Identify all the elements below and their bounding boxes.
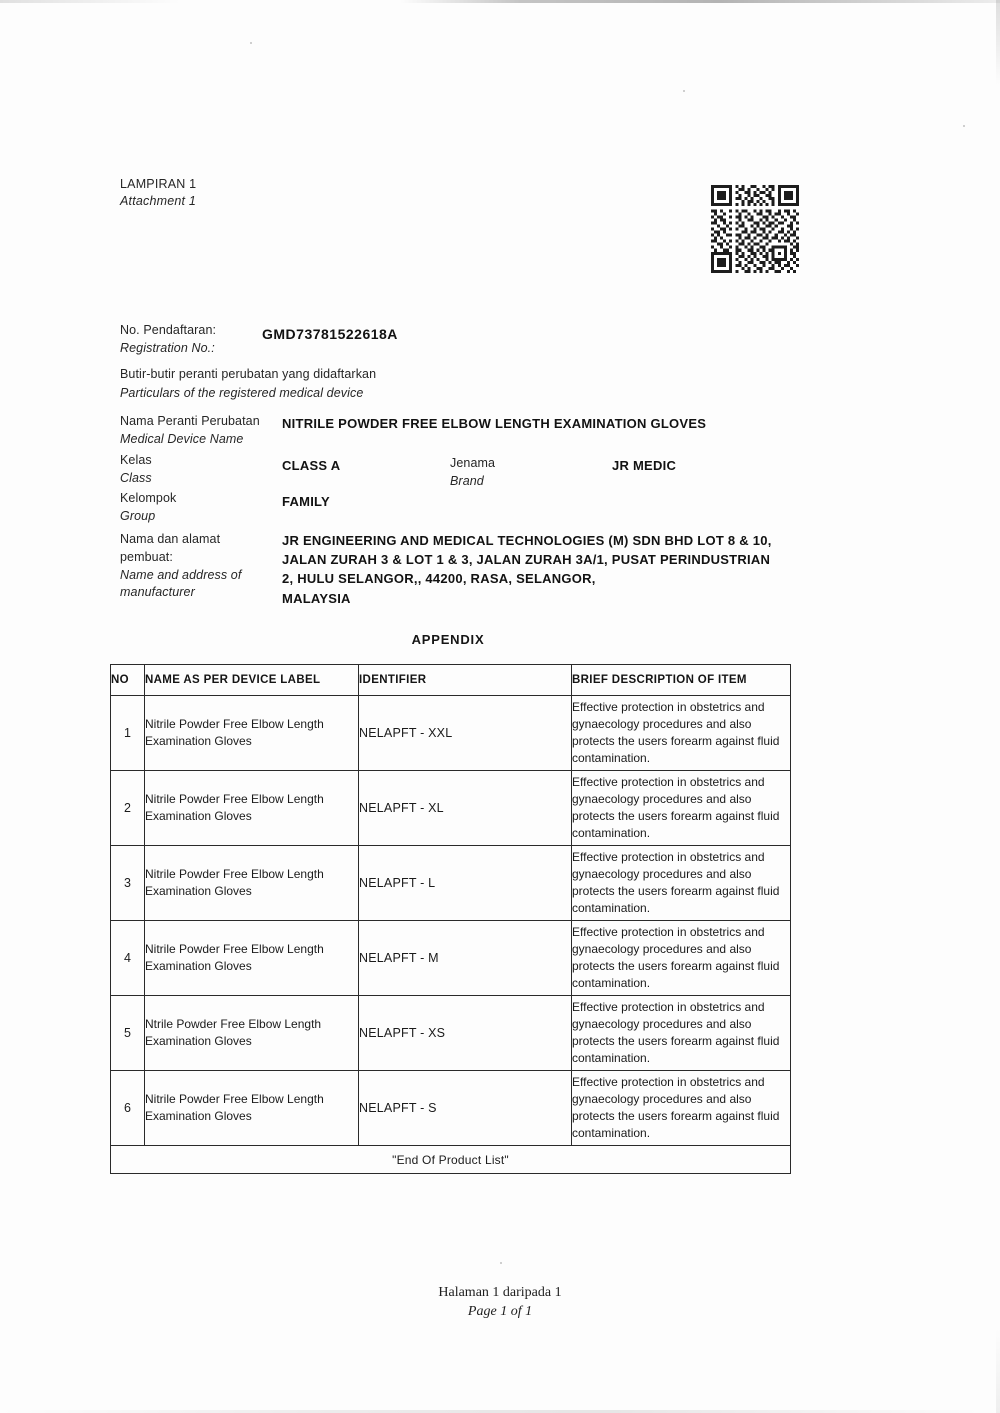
class-brand-row — [120, 452, 880, 490]
class-label — [120, 452, 152, 488]
cell-identifier: NELAPFT - M — [359, 921, 572, 996]
page-footer-en: Page 1 of 1 — [467, 1303, 533, 1319]
registration-number-row — [120, 322, 880, 362]
appendix-title — [0, 632, 1000, 647]
appendix-table-body — [111, 696, 791, 1174]
end-of-list-row — [111, 1146, 791, 1174]
attachment-label-ms: LAMPIRAN 1 — [120, 177, 197, 191]
cell-name: Nitrile Powder Free Elbow Length Examination Gloves — [145, 771, 359, 846]
cell-name: Ntrile Powder Free Elbow Length Examination Gloves — [145, 996, 359, 1071]
device-name-label — [120, 413, 260, 449]
registration-number-value: GMD73781522618A — [262, 326, 398, 342]
cell-identifier: NELAPFT - XL — [359, 771, 572, 846]
cell-description: Effective protection in obstetrics and gynaecology procedures and also protects the users forearm against fluid contamination. — [572, 846, 791, 921]
cell-no: 5 — [111, 996, 145, 1071]
appendix-title-text: APPENDIX — [411, 632, 485, 647]
cell-no: 2 — [111, 771, 145, 846]
manufacturer-label-ms-line2: pembuat: — [120, 549, 173, 564]
cell-no: 3 — [111, 846, 145, 921]
cell-no: 4 — [111, 921, 145, 996]
cell-name: Nitrile Powder Free Elbow Length Examination Gloves — [145, 1071, 359, 1146]
class-label-en: Class — [120, 470, 152, 485]
attachment-header — [120, 176, 196, 211]
cell-name: Nitrile Powder Free Elbow Length Examination Gloves — [145, 846, 359, 921]
manufacturer-value-line3: 2, HULU SELANGOR,, 44200, RASA, SELANGOR, — [282, 571, 596, 587]
table-row — [111, 996, 791, 1071]
cell-description: Effective protection in obstetrics and gynaecology procedures and also protects the users forearm against fluid contamination. — [572, 1071, 791, 1146]
appendix-table — [110, 664, 791, 1174]
manufacturer-value — [282, 531, 822, 608]
cell-identifier: NELAPFT - L — [359, 846, 572, 921]
column-header-identifier: IDENTIFIER — [359, 665, 572, 696]
end-of-list-text: "End Of Product List" — [111, 1146, 791, 1174]
manufacturer-value-line1: JR ENGINEERING AND MEDICAL TECHNOLOGIES (M) SDN BHD LOT 8 & 10, — [282, 533, 772, 548]
brand-label-en: Brand — [450, 473, 484, 488]
manufacturer-label-en-line2: manufacturer — [120, 585, 195, 600]
manufacturer-row — [120, 531, 880, 611]
scan-speck — [683, 90, 685, 92]
group-label — [120, 490, 176, 526]
table-row — [111, 921, 791, 996]
registration-number-label — [120, 322, 216, 358]
appendix-header-row — [111, 665, 791, 696]
cell-name: Nitrile Powder Free Elbow Length Examination Gloves — [145, 696, 359, 771]
page-footer — [0, 1284, 1000, 1322]
registration-number-label-ms: No. Pendaftaran: — [120, 323, 217, 337]
group-value: FAMILY — [282, 494, 330, 509]
cell-description: Effective protection in obstetrics and gynaecology procedures and also protects the users forearm against fluid contamination. — [572, 996, 791, 1071]
brand-label — [450, 455, 495, 491]
cell-description: Effective protection in obstetrics and gynaecology procedures and also protects the users forearm against fluid contamination. — [572, 696, 791, 771]
cell-description: Effective protection in obstetrics and gynaecology procedures and also protects the users forearm against fluid contamination. — [572, 921, 791, 996]
scan-speck — [963, 125, 965, 127]
brand-label-ms: Jenama — [450, 456, 496, 470]
particulars-intro-ms: Butir-butir peranti perubatan yang didaftarkan — [120, 367, 377, 381]
appendix-table-head — [111, 665, 791, 696]
particulars-intro-en: Particulars of the registered medical device — [120, 386, 364, 400]
manufacturer-label — [120, 531, 241, 602]
manufacturer-label-ms-line1: Nama dan alamat — [120, 532, 221, 546]
cell-identifier: NELAPFT - S — [359, 1071, 572, 1146]
table-row — [111, 696, 791, 771]
scan-speck — [500, 1262, 502, 1264]
cell-identifier: NELAPFT - XS — [359, 996, 572, 1071]
device-name-label-ms: Nama Peranti Perubatan — [120, 414, 260, 428]
table-row — [111, 1071, 791, 1146]
column-header-no: NO — [111, 665, 145, 696]
class-value: CLASS A — [282, 458, 341, 473]
device-name-value: NITRILE POWDER FREE ELBOW LENGTH EXAMINATION GLOVES — [282, 416, 707, 431]
attachment-label-en: Attachment 1 — [120, 194, 197, 209]
scan-edge-top — [0, 0, 1000, 3]
qr-code-icon — [711, 184, 799, 274]
group-row — [120, 490, 880, 528]
scan-speck — [250, 42, 252, 44]
cell-no: 6 — [111, 1071, 145, 1146]
table-row — [111, 846, 791, 921]
group-label-en: Group — [120, 508, 156, 523]
manufacturer-value-line4: MALAYSIA — [282, 590, 351, 606]
page-footer-ms: Halaman 1 daripada 1 — [438, 1285, 562, 1300]
particulars-intro — [120, 366, 880, 408]
cell-identifier: NELAPFT - XXL — [359, 696, 572, 771]
brand-value: JR MEDIC — [612, 458, 677, 473]
registration-number-label-en: Registration No.: — [120, 340, 215, 355]
table-row — [111, 771, 791, 846]
cell-name: Nitrile Powder Free Elbow Length Examination Gloves — [145, 921, 359, 996]
class-label-ms: Kelas — [120, 453, 152, 467]
cell-description: Effective protection in obstetrics and gynaecology procedures and also protects the users forearm against fluid contamination. — [572, 771, 791, 846]
column-header-description: BRIEF DESCRIPTION OF ITEM — [572, 665, 791, 696]
scan-edge-right — [996, 0, 1000, 1413]
manufacturer-value-line2: JALAN ZURAH 3 & LOT 1 & 3, JALAN ZURAH 3A/1, PUSAT PERINDUSTRIAN — [282, 552, 771, 568]
group-label-ms: Kelompok — [120, 491, 177, 505]
column-header-name: NAME AS PER DEVICE LABEL — [145, 665, 359, 696]
manufacturer-label-en-line1: Name and address of — [120, 567, 242, 582]
cell-no: 1 — [111, 696, 145, 771]
device-name-label-en: Medical Device Name — [120, 431, 244, 446]
device-name-row — [120, 413, 880, 451]
